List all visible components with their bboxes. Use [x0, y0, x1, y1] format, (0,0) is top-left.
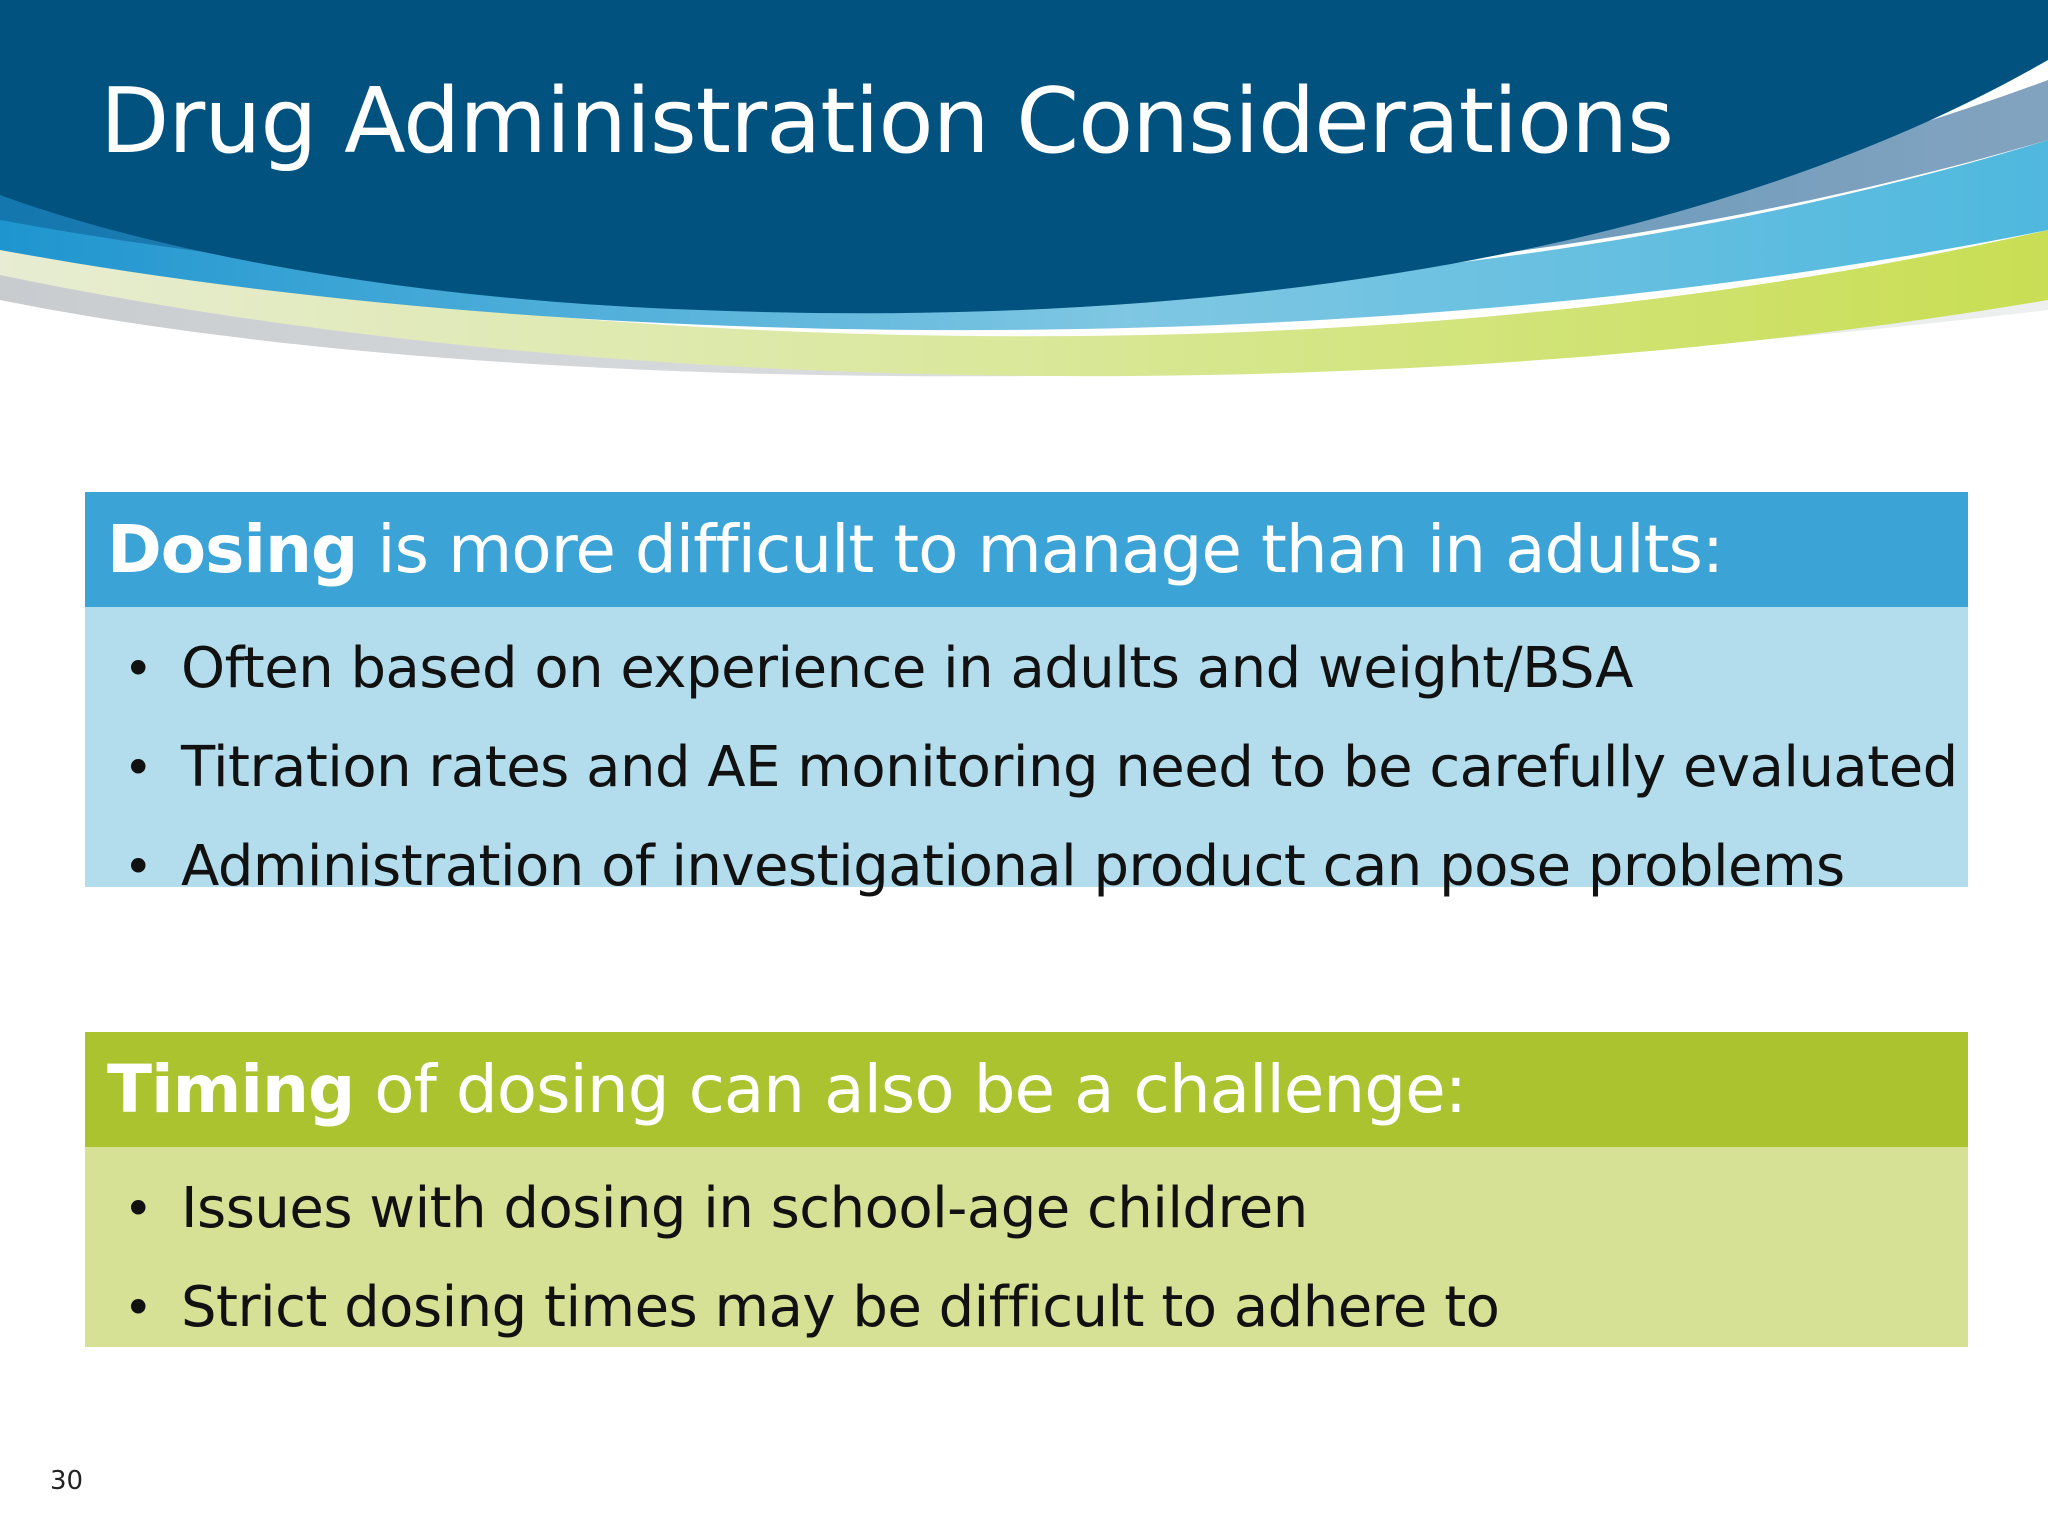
dosing-bullet-list: [85, 607, 1968, 899]
timing-box-heading: [85, 1032, 1968, 1147]
list-item: [85, 619, 1968, 718]
header-banner: [0, 0, 2048, 420]
dosing-heading-rest: is more difficult to manage than in adults:: [377, 510, 1724, 588]
bullet-text: Titration rates and AE monitoring need to be carefully evaluated: [181, 735, 1958, 800]
bullet-text: Issues with dosing in school-age children: [181, 1176, 1308, 1241]
list-item: [85, 1258, 1968, 1357]
timing-heading-rest: of dosing can also be a challenge:: [374, 1050, 1466, 1128]
list-item: [85, 817, 1968, 916]
bullet-icon: •: [123, 1278, 153, 1337]
bullet-text: Often based on experience in adults and weight/BSA: [181, 636, 1633, 701]
bullet-icon: •: [123, 1179, 153, 1238]
dosing-box-heading: [85, 492, 1968, 607]
page-number: 30: [50, 1466, 84, 1496]
dosing-heading-lead: Dosing: [107, 510, 358, 588]
list-item: [85, 1159, 1968, 1258]
timing-heading-lead: Timing: [107, 1050, 355, 1128]
bullet-icon: •: [123, 639, 153, 698]
bullet-icon: •: [123, 738, 153, 797]
bullet-text: Administration of investigational product can pose problems: [181, 834, 1845, 899]
list-item: [85, 718, 1968, 817]
dosing-box: [85, 492, 1968, 899]
timing-bullet-list: [85, 1147, 1968, 1347]
slide-title: Drug Administration Considerations: [100, 69, 1674, 174]
bullet-icon: •: [123, 837, 153, 896]
timing-box: [85, 1032, 1968, 1347]
bullet-text: Strict dosing times may be difficult to adhere to: [181, 1275, 1500, 1340]
